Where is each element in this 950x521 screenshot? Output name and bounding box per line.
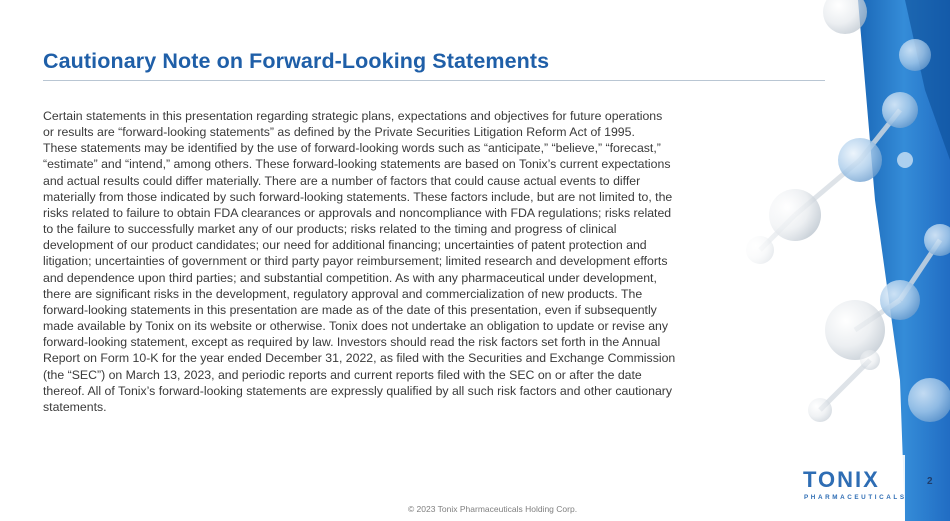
- body-line: development of our product candidates; our need for additional financing; uncertainties of patent protection and: [43, 238, 647, 253]
- body-line: litigation; uncertainties of government or third party payor reimbursement; limited research and development efforts: [43, 254, 668, 269]
- body-line: (the “SEC”) on March 13, 2023, and periodic reports and current reports filed with the SEC on or after the date: [43, 367, 642, 382]
- body-line: “estimate” and “intend,” among others. These forward-looking statements are based on Tonix’s current expectations: [43, 157, 671, 172]
- tonix-logo: [803, 467, 907, 503]
- body-line: and actual results could differ materially. There are a number of factors that could cause actual events to differ: [43, 173, 641, 188]
- copyright-footer: © 2023 Tonix Pharmaceuticals Holding Corp.: [407, 504, 578, 514]
- body-line: and dependence upon third parties; and substantial competition. As with any pharmaceutical under development,: [43, 270, 657, 285]
- slide-title: Cautionary Note on Forward-Looking Statements: [43, 49, 550, 73]
- body-line: made available by Tonix on its website or otherwise. Tonix does not undertake an obligation to update or revise any: [43, 319, 669, 334]
- body-line: or results are “forward-looking statements” as defined by the Private Securities Litigation Reform Act of 1995.: [43, 125, 635, 140]
- body-line: forward-looking statement, except as required by law. Investors should read the risk factors set forth in the Annual: [43, 335, 661, 350]
- body-line: forward-looking statements in this presentation are made as of the date of this presentation, even if subsequently: [43, 302, 657, 317]
- disclaimer-body: [43, 108, 755, 415]
- body-line: materially from those indicated by such forward-looking statements. These factors include, but are not limited to, the: [43, 189, 673, 204]
- body-line: These statements may be identified by the use of forward-looking words such as “anticipate,” “believe,” “forecast,”: [43, 141, 661, 156]
- body-line: there are significant risks in the development, regulatory approval and commercialization of new products. The: [43, 286, 643, 301]
- logo-subtitle: PHARMACEUTICALS: [804, 494, 907, 501]
- body-line: Report on Form 10-K for the year ended December 31, 2022, as filed with the Securities and Exchange Commission: [43, 351, 676, 366]
- title-divider: [43, 80, 825, 81]
- body-line: risks related to failure to obtain FDA clearances or approvals and noncompliance with FDA regulations; risks related: [43, 205, 672, 220]
- body-line: Certain statements in this presentation regarding strategic plans, expectations and objectives for future operations: [43, 109, 663, 123]
- page-number: 2: [927, 476, 933, 487]
- logo-wordmark: TONIX: [803, 467, 880, 492]
- body-line: to the failure to successfully market any of our products; risks related to the timing and progress of clinical: [43, 222, 617, 237]
- body-line: thereof. All of Tonix’s forward-looking statements are expressly qualified by all such risk factors and other cautionary: [43, 383, 673, 398]
- body-line: statements.: [43, 399, 107, 414]
